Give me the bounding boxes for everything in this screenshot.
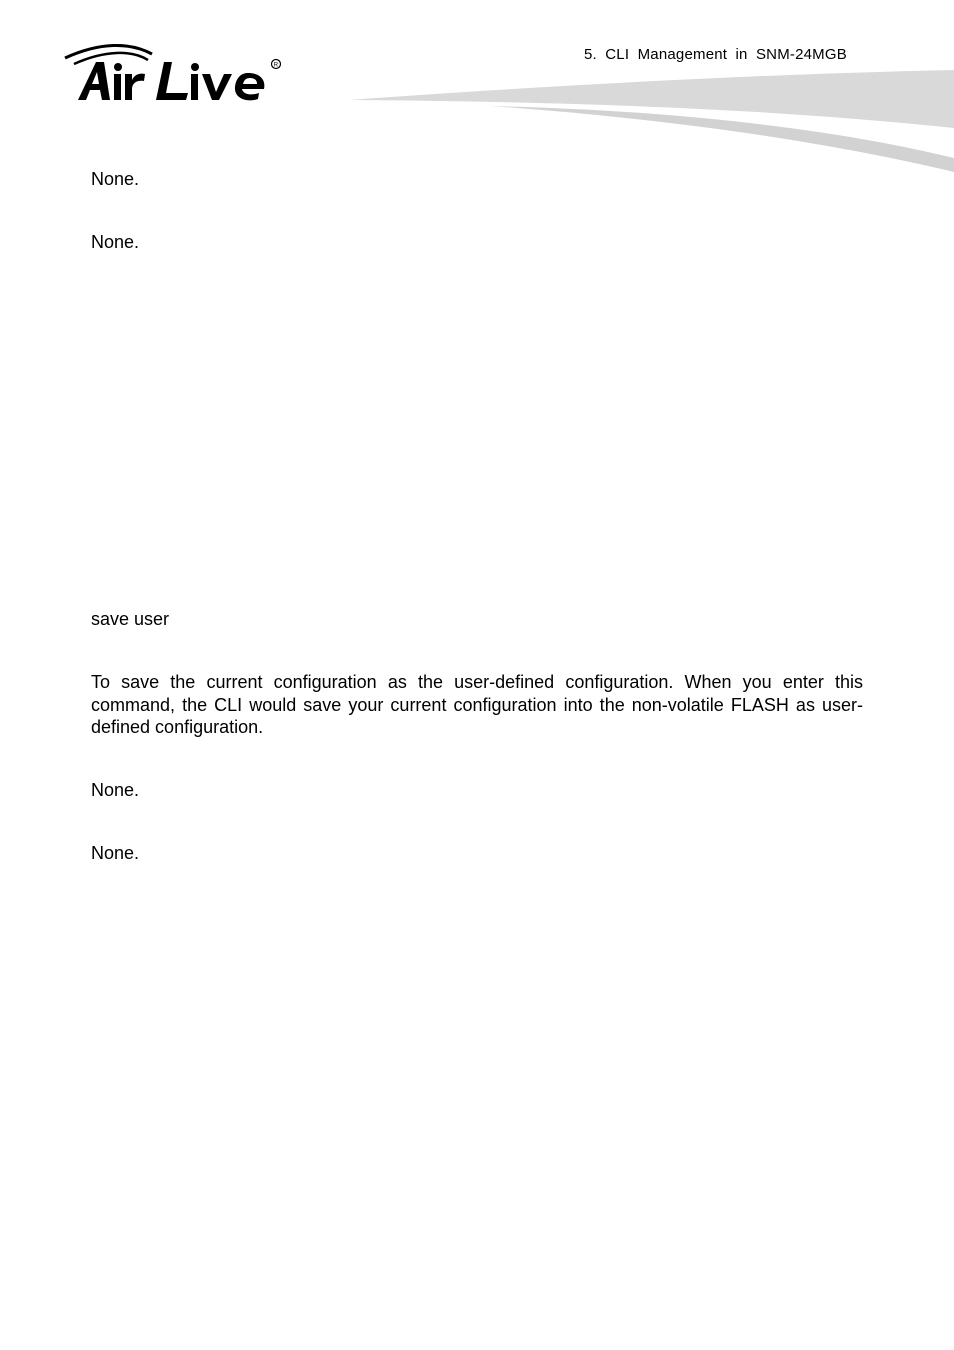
command-syntax: save user	[91, 609, 170, 629]
paragraph-none-4: None.	[91, 843, 140, 863]
section-header-title: 5. CLI Management in SNM-24MGB	[584, 46, 847, 63]
command-description: To save the current configuration as the user-defined configuration. When you enter this command, the CLI would save your current configuration into the non-volatile FLASH as user-defined configuration.	[91, 672, 863, 737]
svg-text:R: R	[273, 62, 279, 69]
paragraph-none-3: None.	[91, 780, 140, 800]
paragraph-none-2: None.	[91, 232, 140, 252]
header-swoosh-decoration	[340, 66, 954, 176]
airlive-logo	[60, 40, 290, 108]
paragraph-none-1: None.	[91, 169, 140, 189]
